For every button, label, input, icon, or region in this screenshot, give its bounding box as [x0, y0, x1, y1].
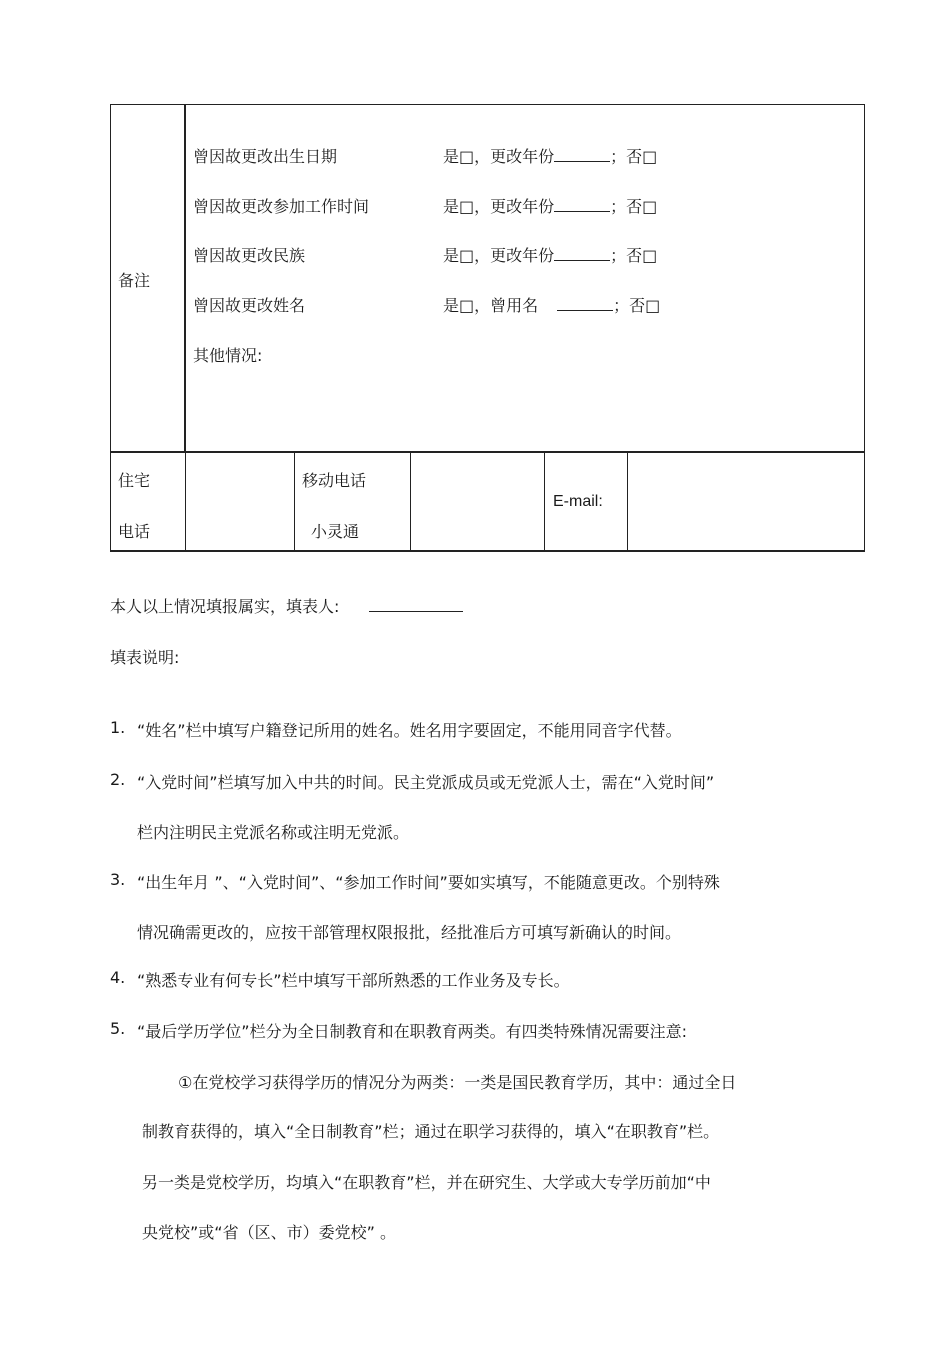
instruction-line: 栏内注明民主党派名称或注明无党派。 — [137, 823, 410, 842]
mobile-label-line2: 小灵通 — [311, 522, 360, 541]
instruction-number: 1. — [110, 718, 126, 737]
contact-divider-3 — [410, 452, 411, 551]
no-option-text: ；否□ — [610, 147, 658, 166]
email-field[interactable] — [632, 456, 860, 546]
mobile-label-line1: 移动电话 — [302, 471, 367, 490]
remark-yes-ethnicity — [443, 243, 657, 266]
table-top-border — [110, 104, 865, 105]
sub-note-line: 央党校”或“省（区、市）委党校” 。 — [142, 1223, 396, 1242]
yes-option-text: 是□，曾用名 — [443, 296, 539, 315]
remark-item-name: 曾因故更改姓名 — [193, 296, 306, 315]
instruction-number: 3. — [110, 870, 126, 889]
remark-item-worktime: 曾因故更改参加工作时间 — [193, 197, 370, 216]
instruction-number: 4. — [110, 968, 126, 987]
declaration-text: 本人以上情况填报属实，填表人: — [110, 597, 340, 616]
instructions-title: 填表说明: — [110, 648, 180, 667]
instruction-number: 2. — [110, 770, 126, 789]
no-option-text: ；否□ — [610, 246, 658, 265]
table-left-border — [110, 104, 111, 552]
remark-item-birthdate: 曾因故更改出生日期 — [193, 147, 338, 166]
email-label: E-mail: — [553, 493, 603, 510]
sub-note-line: 制教育获得的，填入“全日制教育”栏；通过在职学习获得的，填入“在职教育”栏。 — [142, 1122, 720, 1141]
sub-note-line: ①在党校学习获得学历的情况分为两类：一类是国民教育学历，其中：通过全日 — [178, 1073, 737, 1092]
instruction-line: “最后学历学位”栏分为全日制教育和在职教育两类。有四类特殊情况需要注意: — [137, 1022, 687, 1041]
sub-note-line: 另一类是党校学历，均填入“在职教育”栏，并在研究生、大学或大专学历前加“中 — [142, 1173, 711, 1192]
remark-item-ethnicity: 曾因故更改民族 — [193, 246, 306, 265]
remarks-divider — [184, 104, 186, 452]
home-phone-label-line1: 住宅 — [118, 471, 151, 490]
instruction-line: 情况确需更改的，应按干部管理权限报批，经批准后方可填写新确认的时间。 — [137, 923, 682, 942]
year-blank[interactable] — [554, 197, 610, 212]
contact-divider-5 — [627, 452, 628, 551]
former-name-blank[interactable] — [557, 296, 613, 311]
contact-divider-1 — [185, 452, 186, 551]
table-bottom-border — [110, 550, 865, 552]
no-option-text: ；否□ — [610, 197, 658, 216]
declaration-line — [110, 594, 463, 617]
yes-option-text: 是□，更改年份 — [443, 147, 555, 166]
contact-divider-4 — [544, 452, 545, 551]
no-option-text: ；否□ — [613, 296, 661, 315]
remark-other: 其他情况: — [193, 346, 263, 365]
contact-divider-2 — [294, 452, 295, 551]
yes-option-text: 是□，更改年份 — [443, 197, 555, 216]
yes-option-text: 是□，更改年份 — [443, 246, 555, 265]
instruction-line: “姓名”栏中填写户籍登记所用的姓名。姓名用字要固定，不能用同音字代替。 — [137, 721, 682, 740]
year-blank[interactable] — [554, 147, 610, 162]
mobile-field[interactable] — [414, 456, 540, 546]
remark-yes-worktime — [443, 194, 657, 217]
remark-yes-name — [443, 293, 660, 316]
home-phone-field[interactable] — [190, 456, 290, 546]
filler-signature-blank[interactable] — [369, 597, 463, 612]
instruction-line: “熟悉专业有何专长”栏中填写干部所熟悉的工作业务及专长。 — [137, 971, 570, 990]
year-blank[interactable] — [554, 246, 610, 261]
instruction-line: “出生年月 ”、“入党时间”、“参加工作时间”要如实填写，不能随意更改。个别特殊 — [137, 873, 720, 892]
instruction-line: “入党时间”栏填写加入中共的时间。民主党派成员或无党派人士，需在“入党时间” — [137, 773, 715, 792]
remarks-label: 备注 — [118, 271, 151, 290]
instruction-number: 5. — [110, 1019, 126, 1038]
table-right-border — [864, 104, 865, 552]
remark-yes-birthdate — [443, 144, 657, 167]
table-mid-border — [110, 451, 865, 453]
home-phone-label-line2: 电话 — [118, 522, 151, 541]
